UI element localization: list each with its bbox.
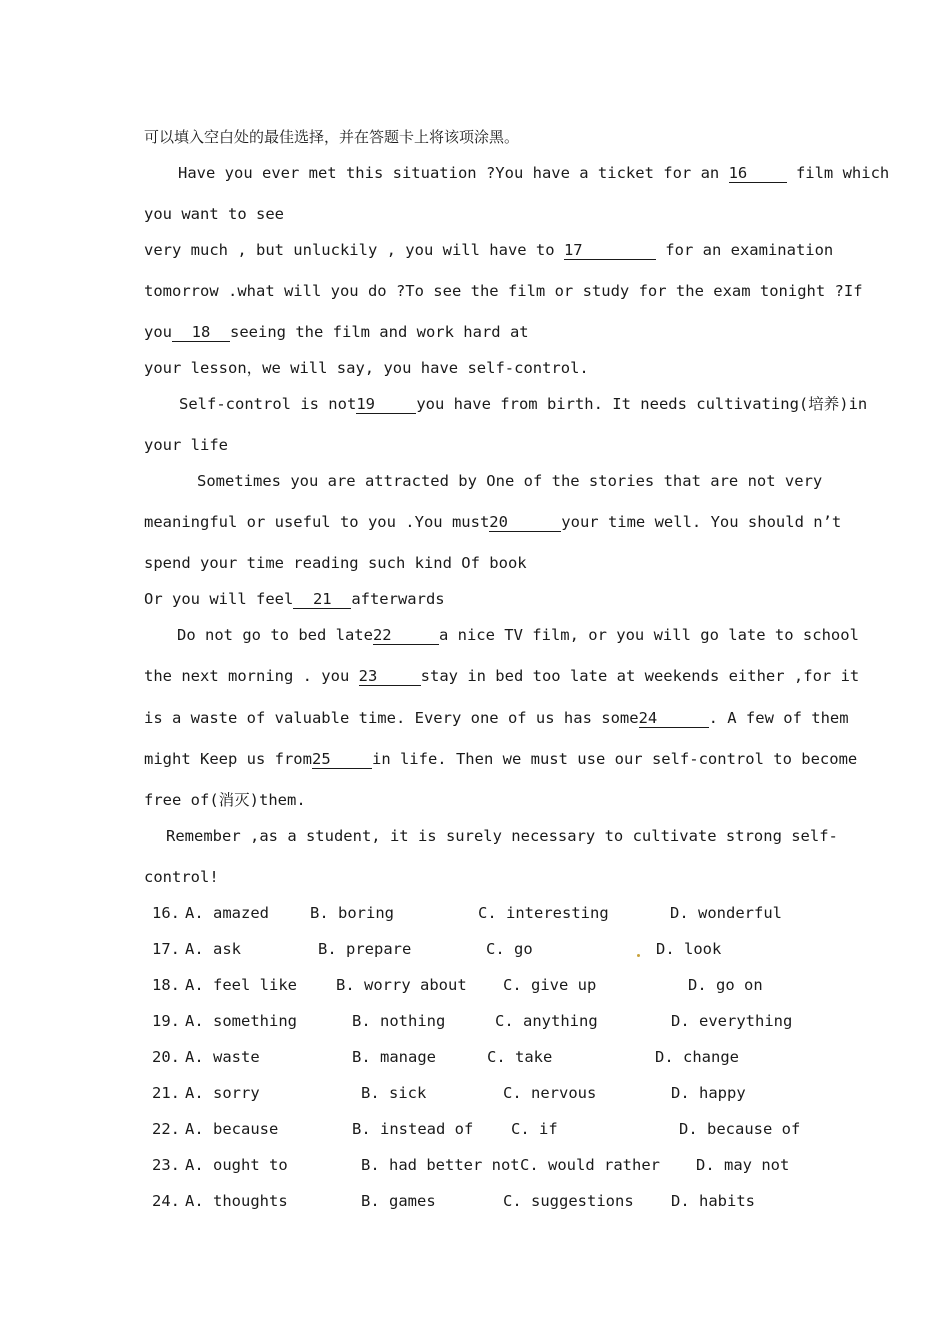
blank-21: 21 bbox=[293, 591, 351, 609]
option-d: D. change bbox=[655, 1048, 739, 1066]
option-a: A. amazed bbox=[185, 904, 269, 922]
stray-dot-mark bbox=[637, 954, 640, 957]
blank-16: 16 bbox=[729, 165, 787, 183]
blank-20: 20 bbox=[489, 514, 561, 532]
passage-line: you 18 seeing the film and work hard at bbox=[144, 323, 529, 341]
passage-line: might Keep us from25 in life. Then we must use our self-control to become bbox=[144, 750, 858, 768]
passage-line: Remember ,as a student, it is surely necessary to cultivate strong self- bbox=[166, 827, 838, 845]
blank-24: 24 bbox=[639, 710, 709, 728]
passage-line: the next morning . you 23 stay in bed too late at weekends either ,for it bbox=[144, 667, 860, 685]
option-a: A. ought to bbox=[185, 1156, 288, 1174]
blank-19: 19 bbox=[356, 396, 416, 414]
option-b: B. sick bbox=[361, 1084, 427, 1102]
option-a: A. because bbox=[185, 1120, 279, 1138]
option-b: B. instead of bbox=[352, 1120, 474, 1138]
passage-line: meaningful or useful to you .You must20 your time well. You should n’t bbox=[144, 513, 842, 531]
passage-line: very much , but unluckily , you will have to 17 for an examination bbox=[144, 241, 834, 259]
option-b: B. worry about bbox=[336, 976, 467, 994]
instruction-text: 可以填入空白处的最佳选择，并在答题卡上将该项涂黑。 bbox=[144, 128, 520, 146]
blank-17: 17 bbox=[564, 242, 656, 260]
blank-18: 18 bbox=[172, 324, 230, 342]
option-d: D. may not bbox=[696, 1156, 790, 1174]
question-number: 23. bbox=[152, 1156, 180, 1174]
passage-line: Self-control is not19 you have from birth. It needs cultivating(培养)in bbox=[179, 395, 868, 413]
option-c: C. suggestions bbox=[503, 1192, 634, 1210]
option-b: B. prepare bbox=[318, 940, 412, 958]
passage-line: Or you will feel 21 afterwards bbox=[144, 590, 445, 608]
option-c: C. would rather bbox=[520, 1156, 660, 1174]
passage-line: tomorrow .what will you do ?To see the film or study for the exam tonight ?If bbox=[144, 282, 863, 300]
option-a: A. waste bbox=[185, 1048, 260, 1066]
option-d: D. everything bbox=[671, 1012, 793, 1030]
question-number: 16. bbox=[152, 904, 180, 922]
option-c: C. take bbox=[487, 1048, 553, 1066]
question-number: 17. bbox=[152, 940, 180, 958]
option-b: B. had better not bbox=[361, 1156, 520, 1174]
option-a: A. thoughts bbox=[185, 1192, 288, 1210]
passage-line: your life bbox=[144, 436, 228, 454]
passage-line: your lesson，we will say, you have self-control. bbox=[144, 359, 589, 377]
blank-25: 25 bbox=[312, 751, 372, 769]
option-d: D. because of bbox=[679, 1120, 801, 1138]
option-d: D. wonderful bbox=[670, 904, 782, 922]
blank-22: 22 bbox=[373, 627, 439, 645]
option-b: B. manage bbox=[352, 1048, 436, 1066]
option-d: D. happy bbox=[671, 1084, 746, 1102]
option-d: D. habits bbox=[671, 1192, 755, 1210]
option-c: C. if bbox=[511, 1120, 558, 1138]
option-a: A. sorry bbox=[185, 1084, 260, 1102]
passage-line: Do not go to bed late22 a nice TV film, or you will go late to school bbox=[177, 626, 859, 644]
option-c: C. anything bbox=[495, 1012, 598, 1030]
question-number: 21. bbox=[152, 1084, 180, 1102]
question-number: 19. bbox=[152, 1012, 180, 1030]
option-a: A. feel like bbox=[185, 976, 297, 994]
option-b: B. boring bbox=[310, 904, 394, 922]
passage-line: control! bbox=[144, 868, 219, 886]
blank-23: 23 bbox=[359, 668, 421, 686]
option-c: C. interesting bbox=[478, 904, 609, 922]
question-number: 20. bbox=[152, 1048, 180, 1066]
option-c: C. go bbox=[486, 940, 533, 958]
passage-line: Have you ever met this situation ?You have a ticket for an 16 film which bbox=[178, 164, 890, 182]
option-c: C. give up bbox=[503, 976, 597, 994]
option-c: C. nervous bbox=[503, 1084, 597, 1102]
question-number: 22. bbox=[152, 1120, 180, 1138]
passage-line: free of(消灭)them. bbox=[144, 791, 306, 809]
option-d: D. go on bbox=[688, 976, 763, 994]
option-a: A. ask bbox=[185, 940, 241, 958]
passage-line: you want to see bbox=[144, 205, 284, 223]
option-b: B. nothing bbox=[352, 1012, 446, 1030]
option-b: B. games bbox=[361, 1192, 436, 1210]
option-d: D. look bbox=[656, 940, 722, 958]
question-number: 18. bbox=[152, 976, 180, 994]
question-number: 24. bbox=[152, 1192, 180, 1210]
passage-line: spend your time reading such kind Of book bbox=[144, 554, 527, 572]
passage-line: is a waste of valuable time. Every one of us has some24 . A few of them bbox=[144, 709, 849, 727]
passage-line: Sometimes you are attracted by One of the stories that are not very bbox=[197, 472, 823, 490]
option-a: A. something bbox=[185, 1012, 297, 1030]
